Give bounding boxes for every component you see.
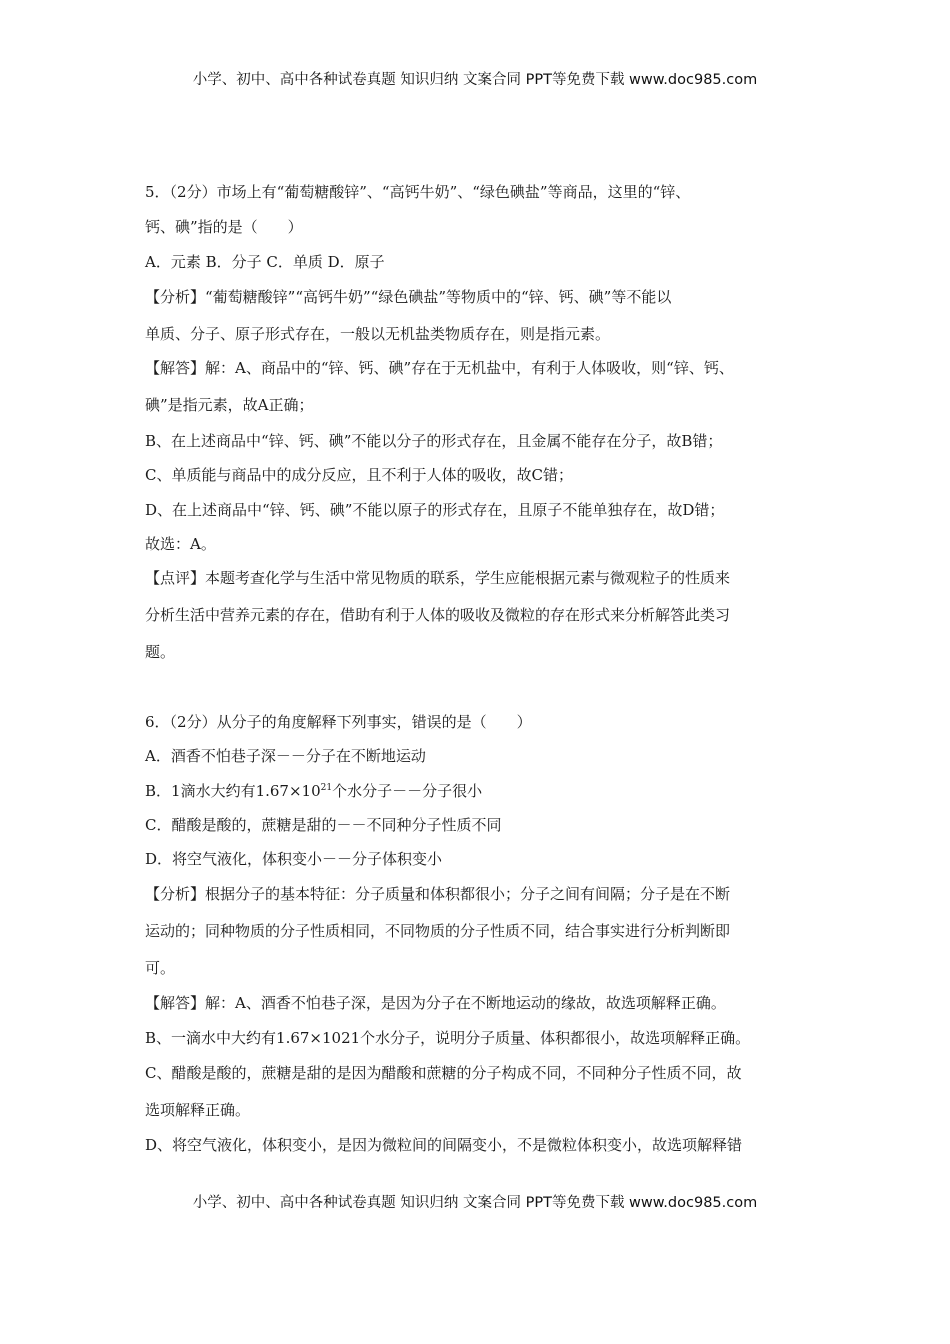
q6-option-b-suffix: 个水分子－－分子很小: [332, 782, 483, 800]
q6-answer-line-1: 【解答】解：A、酒香不怕巷子深，是因为分子在不断地运动的缘故，故选项解释正确。: [145, 994, 726, 1012]
q6-answer-line-3: C、醋酸是酸的，蔗糖是甜的是因为醋酸和蔗糖的分子构成不同，不同种分子性质不同，故: [145, 1064, 742, 1082]
q6-analysis-line-3: 可。: [145, 959, 176, 977]
q5-analysis-line-2: 单质、分子、原子形式存在，一般以无机盐类物质存在，则是指元素。: [145, 325, 611, 343]
q6-stem: 6．（2分）从分子的角度解释下列事实，错误的是（ ）: [145, 713, 532, 731]
page-footer: 小学、初中、高中各种试卷真题 知识归纳 文案合同 PPT等免费下载 www.doc985.com: [192, 1195, 758, 1211]
q5-comment-line-2: 分析生活中营养元素的存在，借助有利于人体的吸收及微粒的存在形式来分析解答此类习: [145, 606, 731, 624]
q5-options: A．元素 B．分子 C．单质 D．原子: [145, 253, 385, 271]
q5-analysis-line-1: 【分析】“葡萄糖酸锌”“高钙牛奶”“绿色碘盐”等物质中的“锌、钙、碘”等不能以: [145, 288, 672, 306]
q5-comment-line-3: 题。: [145, 643, 176, 661]
q5-answer-line-3: B、在上述商品中“锌、钙、碘”不能以分子的形式存在，且金属不能存在分子，故B错；: [145, 432, 723, 450]
q6-option-b-exponent: 21: [320, 783, 333, 793]
q6-analysis-line-1: 【分析】根据分子的基本特征：分子质量和体积都很小；分子之间有间隔；分子是在不断: [145, 885, 731, 903]
q6-answer-line-5: D、将空气液化，体积变小，是因为微粒间的间隔变小，不是微粒体积变小，故选项解释错: [145, 1136, 743, 1154]
q6-analysis-line-2: 运动的；同种物质的分子性质相同，不同物质的分子性质不同，结合事实进行分析判断即: [145, 922, 731, 940]
q5-answer-line-5: D、在上述商品中“锌、钙、碘”不能以原子的形式存在，且原子不能单独存在，故D错；: [145, 501, 725, 519]
q6-option-a: A．酒香不怕巷子深－－分子在不断地运动: [145, 747, 426, 765]
q5-answer-line-6: 故选：A。: [145, 535, 216, 553]
q6-option-b-prefix: B．1滴水大约有1.67×10: [145, 782, 321, 800]
page-header: 小学、初中、高中各种试卷真题 知识归纳 文案合同 PPT等免费下载 www.doc985.com: [192, 72, 758, 88]
q5-answer-line-4: C、单质能与商品中的成分反应，且不利于人体的吸收，故C错；: [145, 466, 573, 484]
q6-option-c: C．醋酸是酸的，蔗糖是甜的－－不同种分子性质不同: [145, 816, 502, 834]
q5-answer-line-1: 【解答】解：A、商品中的“锌、钙、碘”存在于无机盐中，有利于人体吸收，则“锌、钙、: [145, 359, 734, 377]
q5-stem-line-1: 5．（2分）市场上有“葡萄糖酸锌”、“高钙牛奶”、“绿色碘盐”等商品，这里的“锌、: [145, 183, 691, 201]
q5-stem-line-2: 钙、碘”指的是（ ）: [145, 218, 303, 236]
q6-answer-line-4: 选项解释正确。: [145, 1101, 251, 1119]
q6-answer-line-2: B、一滴水中大约有1.67×1021个水分子，说明分子质量、体积都很小，故选项解释正确。: [145, 1029, 751, 1047]
q5-answer-line-2: 碘”是指元素，故A正确；: [145, 396, 314, 414]
q6-option-d: D．将空气液化，体积变小－－分子体积变小: [145, 850, 443, 868]
q6-option-b: [145, 781, 482, 801]
q5-comment-line-1: 【点评】本题考查化学与生活中常见物质的联系，学生应能根据元素与微观粒子的性质来: [145, 569, 731, 587]
